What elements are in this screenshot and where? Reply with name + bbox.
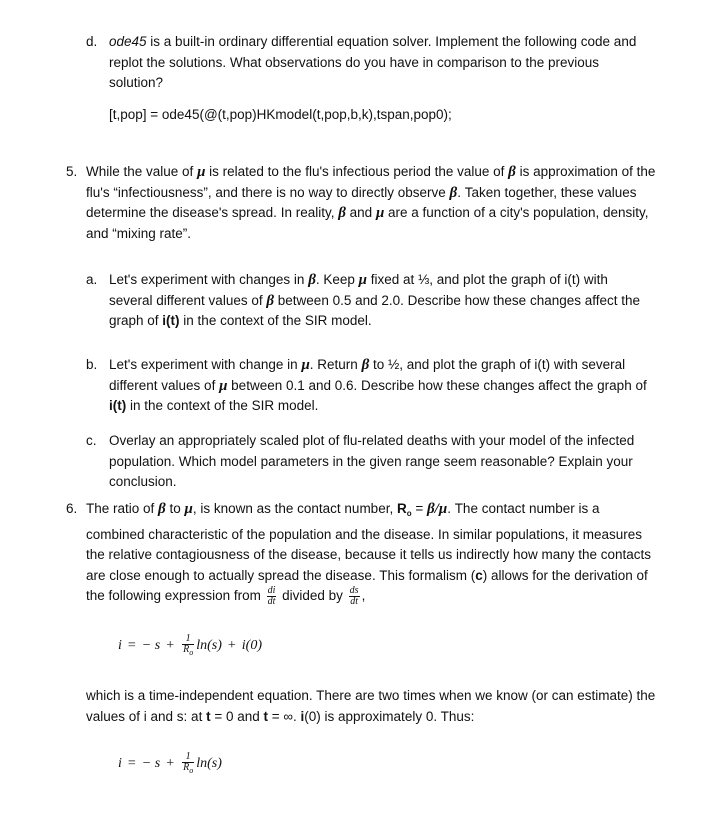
t: ) allows for the derivation of the following expression from [86, 567, 648, 604]
den: dt [267, 596, 276, 607]
num: 1 [182, 634, 194, 645]
t: divided by [278, 588, 347, 604]
t: = ∞. [268, 708, 301, 724]
num: 1 [182, 752, 194, 763]
item-d-body: is a built-in ordinary differential equation solver. Implement the following code and replot the solutions. What observations do you have in comparison to the previous solution? [109, 34, 637, 90]
r0-sub: o [406, 509, 412, 518]
beta-symbol: β [361, 357, 370, 373]
item-d-label: d. [86, 34, 98, 49]
den [182, 645, 194, 658]
t: = 0 and [210, 708, 264, 724]
item-6-text [86, 499, 658, 607]
t: and [345, 205, 376, 220]
t: . Taken together, these values determine the disease's spread. In reality, [86, 184, 637, 220]
beta-symbol: β [308, 272, 316, 288]
ratio-symbol: β/μ [426, 501, 448, 517]
sub: o [189, 766, 194, 775]
num: di [267, 585, 276, 596]
t: between 0.1 and 0.6. Describe how these changes affect the graph of [227, 377, 647, 393]
beta-symbol: β [508, 164, 516, 180]
ln: ln(s) [196, 756, 222, 772]
equation-2 [118, 752, 222, 776]
plus: + [166, 638, 175, 654]
item-5a-label: a. [86, 272, 98, 287]
t: . Keep [315, 272, 359, 287]
one-over-r0-fraction [182, 752, 194, 776]
beta-symbol: β [338, 205, 346, 221]
neg-s: − s [141, 756, 161, 772]
t: between 0.5 and 2.0. Describe how these changes affect the graph of [109, 292, 641, 328]
c-term: c [475, 567, 483, 583]
item-5a-text [109, 270, 649, 332]
equation-1 [118, 634, 262, 658]
t: . The contact number is a combined characteristic of the population and the disease. In similar populations, it measures the relative contagiousness of the disease, because it tells us indirectly how many the contacts are close enough to actually spread the disease. This formalism ( [86, 501, 652, 583]
item-5c-text: Overlay an appropriately scaled plot of flu-related deaths with your model of the infected population. Which model parameters in the given range seem reasonable? Explain your conclusion. [109, 433, 635, 489]
it-term: i(t) [109, 398, 127, 413]
code-line: [t,pop] = ode45(@(t,pop)HKmodel(t,pop,b,k),tspan,pop0); [109, 107, 452, 122]
t: are a function of a city's population, density, and “mixing rate”. [86, 205, 649, 241]
r: R [183, 762, 190, 773]
i-bold: i [300, 708, 305, 724]
num: ds [349, 585, 359, 596]
t-bold: t [206, 708, 211, 724]
t: The ratio of [86, 501, 159, 516]
t: , is known as the contact number, [192, 501, 397, 516]
t: Let's experiment with changes in [109, 272, 309, 287]
mu-symbol: μ [301, 357, 310, 373]
item-5-label: 5. [66, 164, 78, 179]
item-5b-text [109, 355, 654, 417]
t: in the context of the SIR model. [126, 398, 319, 413]
beta-symbol: β [158, 501, 166, 517]
t: in the context of the SIR model. [179, 313, 372, 328]
mu-symbol: μ [358, 272, 367, 288]
ln: ln(s) [196, 638, 222, 654]
eq: = [127, 756, 136, 772]
lhs: i [118, 756, 122, 772]
eq: = [127, 638, 136, 654]
t: = [411, 501, 427, 516]
it-term: i(t) [162, 313, 180, 328]
one-over-r0-fraction [182, 634, 194, 658]
den [182, 763, 194, 776]
r: R [396, 501, 407, 516]
mu-symbol: μ [184, 501, 193, 517]
item-d-text [109, 32, 654, 94]
plus: + [166, 756, 175, 772]
beta-symbol: β [266, 292, 275, 309]
ds-dt-fraction [349, 586, 360, 607]
t: While the value of [86, 164, 198, 179]
t: is approximation of the flu's “infectiousness”, and there is no way to directly observe [86, 164, 656, 200]
neg-s: − s [141, 638, 161, 654]
item-5-text [86, 162, 658, 244]
t: to ½, and plot the graph of i(t) with several different values of [109, 357, 626, 393]
mu-symbol: μ [197, 164, 206, 180]
time-independent-paragraph [86, 686, 658, 727]
contact-number-symbol [397, 501, 412, 516]
den: dt [350, 596, 359, 607]
beta-symbol: β [449, 184, 458, 201]
t: fixed at ⅓, and plot the graph of i(t) with several different values of [109, 272, 608, 308]
t: (0) is approximately 0. Thus: [304, 708, 475, 724]
t: . Return [309, 357, 362, 372]
t: which is a time-independent equation. There are two times when we know (or can estimate) the values of i and s: at [86, 688, 656, 724]
r: R [183, 644, 190, 655]
t-bold: t [263, 708, 268, 724]
t: , [361, 588, 366, 604]
di-dt-fraction [267, 586, 277, 607]
item-6-label: 6. [66, 501, 78, 516]
t: Let's experiment with change in [109, 357, 302, 372]
lhs: i [118, 638, 122, 654]
mu-symbol: μ [375, 205, 385, 221]
t: is related to the flu's infectious period the value of [205, 164, 509, 179]
t: to [165, 501, 185, 516]
item-5b-label: b. [86, 357, 98, 372]
item-5c-label: c. [86, 433, 97, 448]
i0: i(0) [241, 638, 263, 654]
plus: + [227, 638, 236, 654]
mu-symbol: μ [219, 377, 228, 394]
sub: o [189, 648, 194, 657]
ode45-term: ode45 [109, 34, 147, 49]
